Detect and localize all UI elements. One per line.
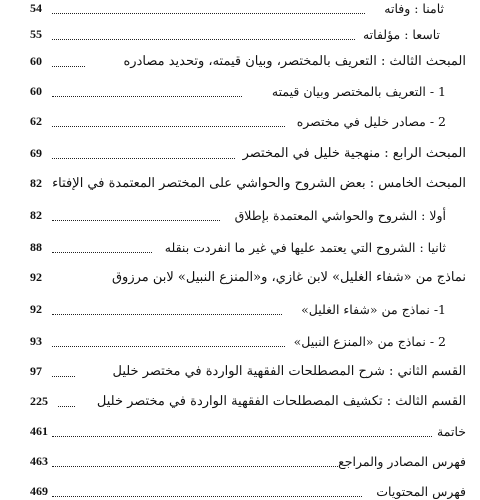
- entry-title: خاتمة: [437, 424, 466, 439]
- dot-leader: [52, 220, 220, 221]
- page-number: 93: [30, 334, 42, 348]
- toc-entry: [0, 108, 480, 130]
- entry-title: 1 - التعريف بالمختصر وبيان قيمته: [271, 84, 446, 99]
- dot-leader: [52, 496, 362, 497]
- dot-leader: [52, 39, 355, 40]
- dot-leader: [52, 436, 432, 437]
- toc-entry: [0, 418, 480, 440]
- dot-leader: [52, 158, 235, 159]
- entry-title: ثانيا : الشروح التي يعتمد عليها في غير ما انفردت بنقله: [164, 240, 446, 255]
- dot-leader: [52, 13, 365, 14]
- page-number: 60: [30, 84, 42, 98]
- toc-entry: [0, 328, 480, 350]
- entry-title: نماذج من «شفاء الغليل» لابن غازي، و«المنزع النبيل» لابن مرزوق: [111, 270, 466, 285]
- entry-title: 1- نماذج من «شفاء الغليل»: [301, 302, 446, 317]
- entry-title: المبحث الثالث : التعريف بالمختصر، وبيان قيمته، وتحديد مصادره: [123, 54, 466, 69]
- page-number: 88: [30, 240, 42, 254]
- dot-leader: [52, 466, 338, 467]
- page-number: 92: [30, 270, 42, 284]
- page-number: 69: [30, 146, 42, 160]
- page-number: 463: [30, 454, 48, 468]
- page-number: 54: [30, 1, 42, 15]
- dot-leader: [52, 66, 85, 67]
- dot-leader: [52, 96, 242, 97]
- page-number: 55: [30, 27, 42, 41]
- toc-entry: [0, 296, 480, 318]
- toc-entry: [0, 358, 480, 380]
- entry-title: 2 - مصادر خليل في مختصره: [296, 114, 446, 129]
- entry-title: ثامنا : وفاته: [384, 1, 444, 16]
- toc-entry: [0, 448, 480, 470]
- page-number: 461: [30, 424, 48, 438]
- dot-leader: [52, 314, 282, 315]
- toc-entry: [0, 21, 480, 43]
- dot-leader: [52, 126, 285, 127]
- dot-leader: [52, 346, 285, 347]
- toc-entry: [0, 264, 480, 286]
- entry-title: فهرس المصادر والمراجع: [338, 454, 466, 469]
- toc-entry: [0, 140, 480, 162]
- page-number: 82: [30, 176, 42, 190]
- dot-leader: [52, 376, 75, 377]
- page-number: 62: [30, 114, 42, 128]
- toc-entry: [0, 478, 480, 500]
- entry-title: المبحث الخامس : بعض الشروح والحواشي على المختصر المعتمدة في الإفتاء: [52, 176, 466, 191]
- page-number: 82: [30, 208, 42, 222]
- entry-title: فهرس المحتويات: [376, 484, 466, 499]
- dot-leader: [52, 252, 152, 253]
- toc-entry: [0, 388, 480, 410]
- entry-title: القسم الثالث : تكشيف المصطلحات الفقهية الواردة في مختصر خليل: [96, 394, 466, 409]
- toc-entry: [0, 0, 480, 17]
- toc-entry: [0, 78, 480, 100]
- entry-title: تاسعا : مؤلفاته: [362, 27, 440, 42]
- page-number: 225: [30, 394, 48, 408]
- entry-title: القسم الثاني : شرح المصطلحات الفقهية الواردة في مختصر خليل: [112, 364, 466, 379]
- page-number: 97: [30, 364, 42, 378]
- entry-title: أولا : الشروح والحواشي المعتمدة بإطلاق: [234, 208, 446, 223]
- dot-leader: [58, 406, 75, 407]
- toc-entry: [0, 234, 480, 256]
- entry-title: 2 - نماذج من «المنزع النبيل»: [293, 334, 446, 349]
- toc-entry: [0, 202, 480, 224]
- toc-entry: [0, 48, 480, 70]
- page-number: 60: [30, 54, 42, 68]
- entry-title: المبحث الرابع : منهجية خليل في المختصر: [242, 146, 466, 161]
- toc-entry: [0, 170, 480, 192]
- page-number: 92: [30, 302, 42, 316]
- page-number: 469: [30, 484, 48, 498]
